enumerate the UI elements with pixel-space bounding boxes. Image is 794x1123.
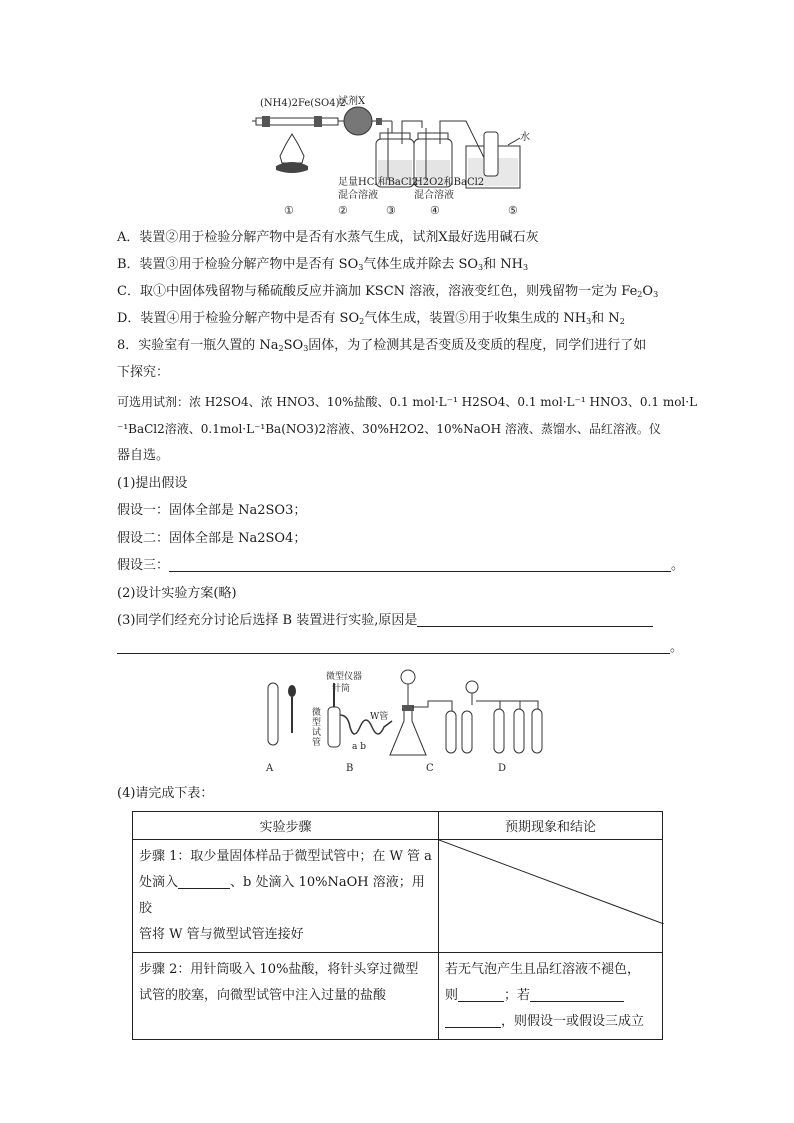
q8-line1: 8．实验室有一瓶久置的 $Na_2SO_3$固体，为了检测其是否变质及变质的程度，同学们进行了如 <box>117 338 647 353</box>
result2-line2: 则 ；若 <box>445 983 656 1009</box>
bottle3-caption-line2: 混合溶液 <box>338 190 378 201</box>
step2-line1: 步骤 2：用针筒吸入 10%盐酸，将针头穿过微型 <box>139 962 419 977</box>
step1-cell <box>133 840 439 953</box>
w-tube-label: W管 <box>370 712 389 722</box>
syringe-label: 针筒 <box>332 684 351 694</box>
reagents-line3: 器自选。 <box>117 448 170 463</box>
header-steps: 实验步骤 <box>133 812 439 840</box>
result1-cell-diagonal <box>439 840 663 953</box>
header-result: 预期现象和结论 <box>439 812 663 840</box>
dropper-bulb <box>288 685 296 697</box>
number-1: ① <box>284 204 294 217</box>
number-4: ④ <box>430 204 440 217</box>
water-label: 水 <box>520 132 530 143</box>
hypothesis-1: 假设一：固体全部是 Na2SO3； <box>117 503 307 518</box>
q8-line2: 下探究： <box>117 365 170 380</box>
drying-tube-ball <box>344 107 372 135</box>
part4-heading: (4)请完成下表： <box>117 786 214 801</box>
result2-line3: ，则假设一或假设三成立 <box>445 1009 656 1035</box>
tube-d2 <box>514 709 524 753</box>
collecting-tube <box>484 132 498 176</box>
apparatus-figure-2 <box>252 665 552 777</box>
reagent-x-label: 试剂X <box>338 96 366 107</box>
result2-blank-2[interactable] <box>530 987 624 1002</box>
step2-cell <box>133 953 439 1040</box>
micro-test-tube <box>328 707 340 747</box>
tube-d3 <box>532 709 542 753</box>
reagents-line1: 可选用试剂：浓 H2SO4、浓 HNO3、10%盐酸、0.1 mol·L⁻¹ H2SO4、0.1 mol·L⁻¹ HNO3、0.1 mol·L <box>117 395 698 409</box>
result2-line1: 若无气泡产生且品红溶液不褪色， <box>445 962 641 977</box>
tube-d1 <box>494 709 504 753</box>
micro-tube-label-1: 微 <box>312 708 322 718</box>
option-d: D．装置④用于检验分解产物中是否有 $SO_2$气体生成，装置⑤用于收集生成的 $NH_3$和 $N_2$ <box>117 311 625 326</box>
diagonal-line <box>439 840 664 924</box>
separatory-funnel <box>401 670 415 684</box>
apparatus-figure-1 <box>252 88 542 220</box>
hypothesis-3-blank[interactable] <box>169 557 671 572</box>
micro-tube-label-3: 试 <box>312 728 322 738</box>
tube-clamp <box>262 116 270 127</box>
step2-line2: 试管的胶塞，向微型试管中注入过量的盐酸 <box>139 988 387 1003</box>
micro-tube-label-2: 型 <box>312 718 322 728</box>
test-tube-a <box>268 683 278 745</box>
result2-blank-3[interactable] <box>445 1013 501 1028</box>
bottle3-caption-line1: 足量HCl和BaCl2 <box>338 177 419 188</box>
step1-line1: 步骤 1：取少量固体样品于微型试管中；在 W 管 a <box>139 849 432 864</box>
label-d: D <box>498 763 507 774</box>
micro-tube-label-4: 管 <box>312 738 322 748</box>
part3-blank-2[interactable] <box>117 639 670 654</box>
tube-clamp <box>314 116 322 127</box>
option-a: A．装置②用于检验分解产物中是否有水蒸气生成，试剂X最好选用碱石灰 <box>117 230 539 245</box>
funnel-d <box>466 681 478 693</box>
experiment-table <box>132 811 663 1040</box>
result2-cell <box>439 953 663 1040</box>
part2-heading: (2)设计实验方案(略) <box>117 586 237 601</box>
part3-question: (3)同学们经充分讨论后选择 B 装置进行实验,原因是 <box>117 611 653 631</box>
label-a: A <box>266 763 274 774</box>
reagent-label: (NH4)2Fe(SO4)2 <box>260 98 346 109</box>
step1-blank[interactable] <box>178 874 230 889</box>
hypothesis-2: 假设二：固体全部是 Na2SO4； <box>117 531 307 546</box>
tube-c1 <box>446 711 456 753</box>
result2-blank-1[interactable] <box>458 987 504 1002</box>
bottle4-caption-line2: 混合溶液 <box>414 190 454 201</box>
bottle4-caption-line1: H2O2和BaCl2 <box>414 177 485 188</box>
alcohol-lamp <box>276 162 308 173</box>
conical-flask <box>390 711 426 755</box>
label-b: B <box>346 763 354 774</box>
label-c: C <box>426 763 434 774</box>
number-5: ⑤ <box>508 204 518 217</box>
option-b: B．装置③用于检验分解产物中是否有 $SO_3$气体生成并除去 $SO_3$和 $NH_3$ <box>117 257 529 272</box>
reagents-line2: ⁻¹BaCl2溶液、0.1mol·L⁻¹Ba(NO3)2溶液、30%H2O2、10%NaOH 溶液、蒸馏水、品红溶液。仪 <box>117 422 661 436</box>
step1-line3: 管将 W 管与微型试管连接好 <box>139 927 304 942</box>
hypothesis-3: 假设三： 。 <box>117 558 685 573</box>
part3-blank-1[interactable] <box>417 612 653 627</box>
part1-heading: (1)提出假设 <box>117 476 188 491</box>
part3-answer-line: 。 <box>117 638 683 658</box>
number-3: ③ <box>386 204 396 217</box>
ab-label: a b <box>352 742 366 752</box>
alcohol-lamp-flame <box>280 134 304 163</box>
tube-c2 <box>462 711 472 753</box>
step1-line2: 处滴入 、b 处滴入 10%NaOH 溶液；用胶 <box>139 875 425 916</box>
number-2: ② <box>338 204 348 217</box>
option-c: C．取①中固体残留物与稀硫酸反应并滴加 KSCN 溶液，溶液变红色，则残留物一定为 $Fe_2O_3$ <box>117 284 659 299</box>
micro-instrument-label: 微型仪器 <box>326 672 363 682</box>
